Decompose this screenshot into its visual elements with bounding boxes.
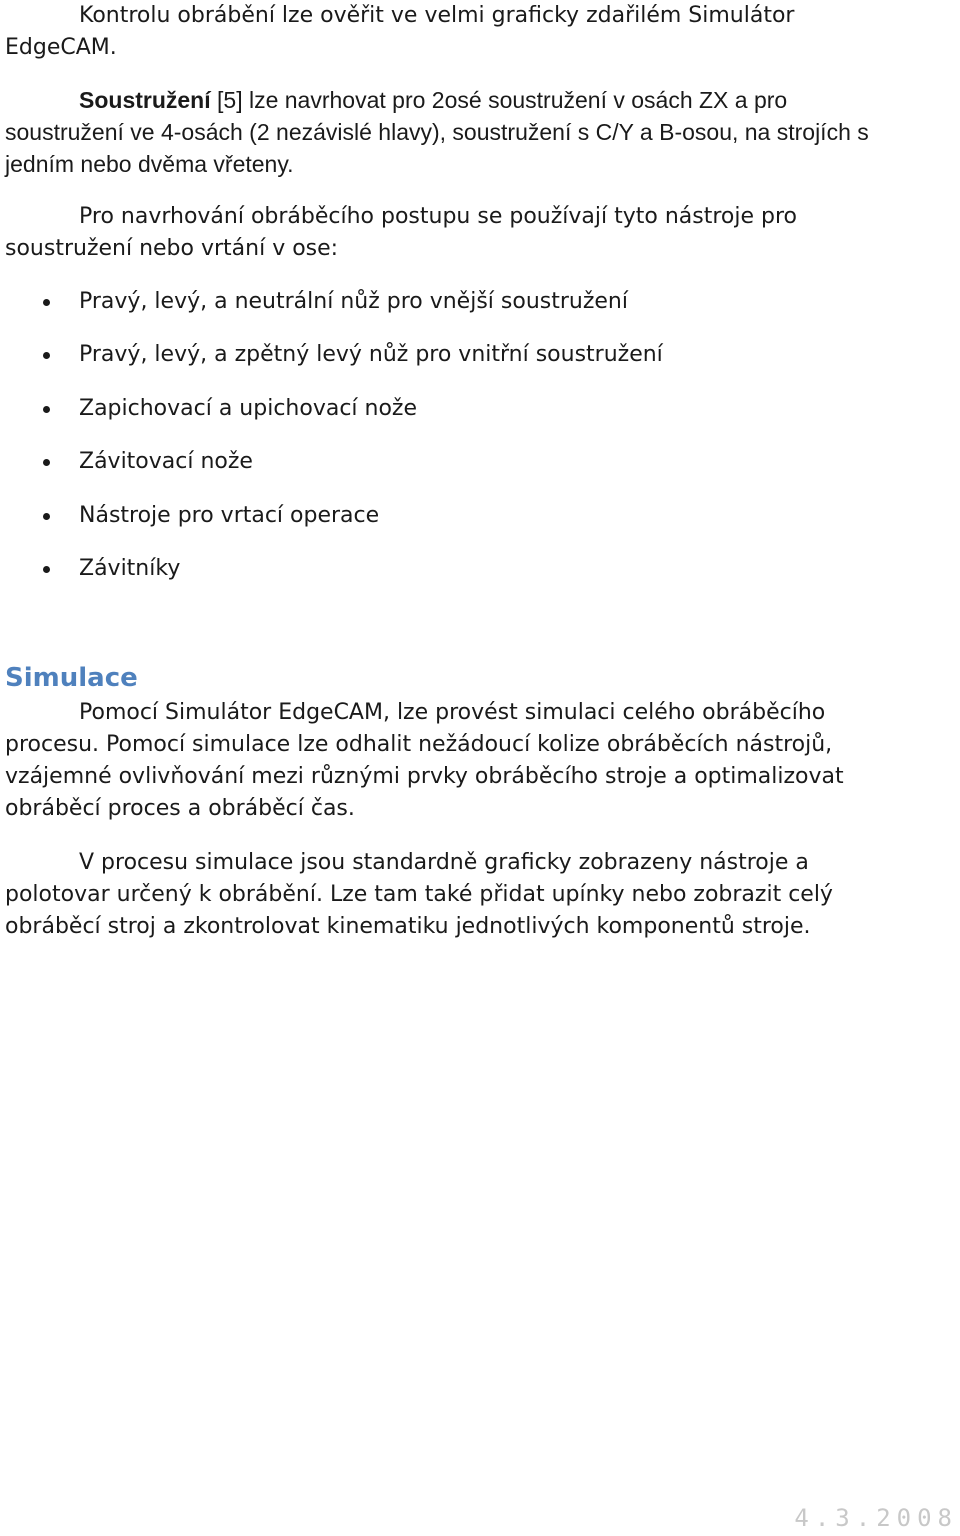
bullet-dot-icon (43, 406, 50, 413)
bullet-dot-icon (43, 352, 50, 359)
bullet-dot-icon (43, 513, 50, 520)
list-item-text: Závitníky (79, 555, 181, 581)
list-item (5, 393, 663, 446)
paragraph-turning (5, 84, 905, 180)
paragraph-edgecam-check: Kontrolu obrábění lze ověřit ve velmi graficky zdařilém Simulátor EdgeCAM. (5, 3, 795, 60)
section-heading-simulation: Simulace (5, 663, 138, 693)
list-item (5, 500, 663, 553)
list-item-text: Nástroje pro vrtací operace (79, 502, 380, 528)
list-item-text: Zapichovací a upichovací nože (79, 395, 418, 421)
footer-date: 4.3.2008 (794, 1504, 958, 1532)
bullet-dot-icon (43, 566, 50, 573)
list-item-text: Pravý, levý, a neutrální nůž pro vnější soustružení (79, 289, 628, 314)
turning-term: Soustružení (79, 87, 211, 113)
paragraph-simulation: Pomocí Simulátor EdgeCAM, lze provést simulaci celého obráběcího procesu. Pomocí simulace lze odhalit nežádoucí kolize obráběcích nástrojů, vzájemné ovlivňování mezi různými prvky obráběcího stroje a optimalizovat obráběcí proces a obráběcí čas. (5, 700, 844, 821)
list-item-text: Pravý, levý, a zpětný levý nůž pro vnitřní soustružení (79, 342, 663, 368)
tools-list (5, 286, 663, 606)
bullet-dot-icon (43, 459, 50, 466)
paragraph-tools-intro: Pro navrhování obráběcího postupu se používají tyto nástroje pro soustružení nebo vrtání v ose: (5, 204, 797, 261)
list-item-text: Závitovací nože (79, 449, 253, 475)
list-item (5, 446, 663, 499)
bullet-dot-icon (43, 299, 50, 306)
list-item (5, 286, 663, 339)
list-item (5, 339, 663, 392)
paragraph-simulation-process: V procesu simulace jsou standardně graficky zobrazeny nástroje a polotovar určený k obrábění. Lze tam také přidat upínky nebo zobrazit celý obráběcí stroj a zkontrolovat kinematiku jednotlivých komponentů stroje. (5, 850, 833, 939)
list-item (5, 553, 663, 606)
turning-description: [5] lze navrhovat pro 2osé soustružení v osách ZX a pro soustružení ve 4-osách (2 nezávislé hlavy), soustružení s C/Y a B-osou, na strojích s jedním nebo dvěma vřeteny. (5, 87, 869, 177)
